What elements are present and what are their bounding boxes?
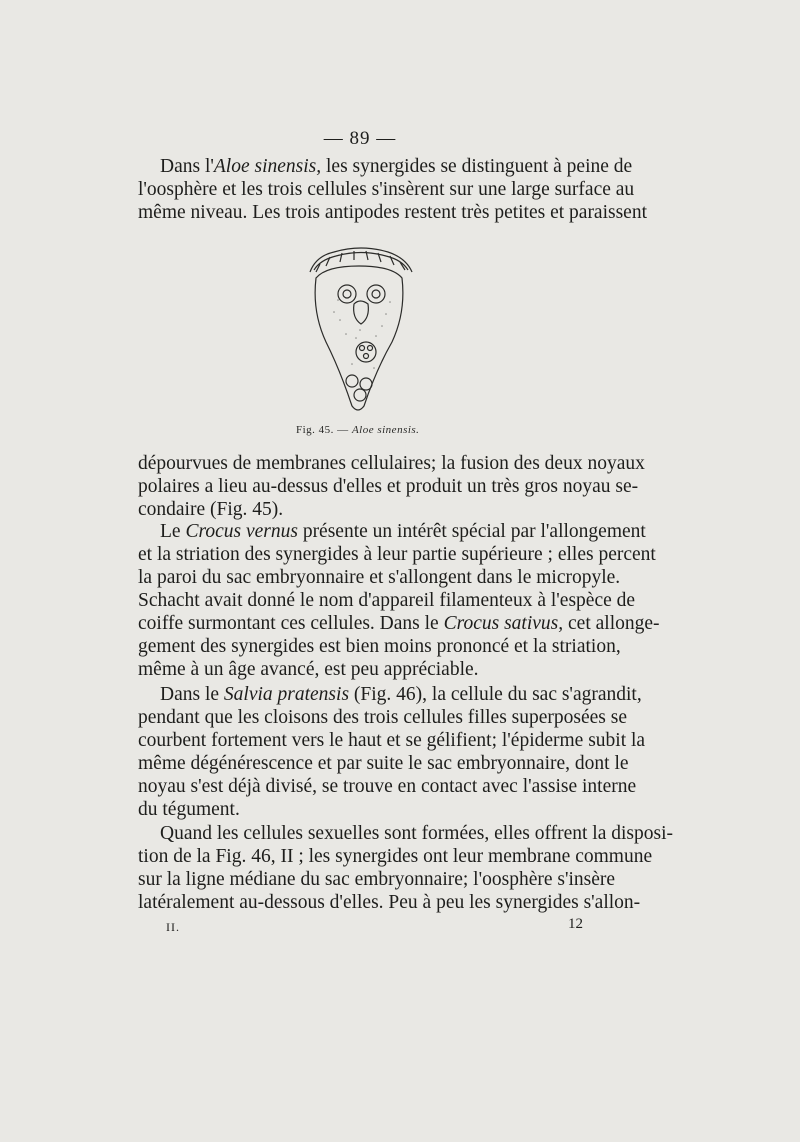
caption-species: Aloe sinensis. [351, 424, 420, 436]
text-line: du tégument. [138, 799, 240, 820]
page-number: — 89 — [323, 128, 397, 149]
text-run: Dans l' [160, 156, 214, 177]
paragraph-aloe-intro [138, 155, 648, 224]
species-name: Crocus vernus [185, 521, 298, 542]
text-line [138, 683, 642, 706]
paragraph-sexual-cells [138, 822, 674, 914]
embryo-sac-figure [296, 238, 426, 418]
text-line: et la striation des synergides à leur partie supérieure ; elles percent [138, 544, 656, 565]
text-line: latéralement au-dessous d'elles. Peu à peu les synergides s'allon- [138, 892, 641, 913]
text-line: Quand les cellules sexuelles sont formées, elles offrent la disposi- [160, 823, 674, 844]
text-line: même à un âge avancé, est peu appréciable. [138, 659, 479, 680]
text-run: (Fig. 46), la cellule du sac s'agrandit, [349, 684, 642, 705]
paragraph-antipodes [138, 452, 645, 521]
text-line [138, 612, 660, 635]
species-name: Salvia pratensis [223, 684, 350, 705]
text-run: Dans le [160, 684, 224, 705]
paragraph-salvia [138, 683, 646, 821]
text-line: gement des synergides est bien moins prononcé et la striation, [138, 636, 621, 657]
species-name: Aloe sinensis, [213, 156, 322, 177]
paragraph-crocus [138, 520, 660, 681]
text-line: Schacht avait donné le nom d'appareil filamenteux à l'espèce de [138, 590, 636, 611]
text-line: sur la ligne médiane du sac embryonnaire; l'oosphère s'insère [138, 869, 616, 890]
signature-mark: II. [166, 920, 180, 934]
text-line: pendant que les cloisons des trois cellules filles superposées se [138, 707, 628, 728]
text-run: présente un intérêt spécial par l'allongement [297, 521, 646, 542]
text-line: polaires a lieu au-dessus d'elles et produit un très gros noyau se- [138, 476, 639, 497]
text-line [138, 520, 646, 543]
text-line: même niveau. Les trois antipodes restent très petites et paraissent [138, 202, 648, 223]
signature-number: 12 [568, 916, 583, 932]
text-line: courbent fortement vers le haut et se gélifient; l'épiderme subit la [138, 730, 646, 751]
text-run: coiffe surmontant ces cellules. Dans le [138, 613, 444, 634]
caption-label: Fig. 45. — [296, 424, 352, 436]
text-line: même dégénérescence et par suite le sac embryonnaire, dont le [138, 753, 629, 774]
text-line: l'oosphère et les trois cellules s'insèrent sur une large surface au [138, 179, 635, 200]
text-run: Le [160, 521, 186, 542]
text-line: dépourvues de membranes cellulaires; la fusion des deux noyaux [138, 453, 645, 474]
text-line: tion de la Fig. 46, II ; les synergides ont leur membrane commune [138, 846, 653, 867]
text-line [138, 155, 633, 178]
text-line: noyau s'est déjà divisé, se trouve en contact avec l'assise interne [138, 776, 637, 797]
text-line: la paroi du sac embryonnaire et s'allongent dans le micropyle. [138, 567, 621, 588]
figure-caption [296, 424, 436, 436]
species-name: Crocus sativus, [443, 613, 564, 634]
text-line: condaire (Fig. 45). [138, 499, 284, 520]
text-run: les synergides se distinguent à peine de [321, 156, 633, 177]
text-run: cet allonge- [563, 613, 660, 634]
